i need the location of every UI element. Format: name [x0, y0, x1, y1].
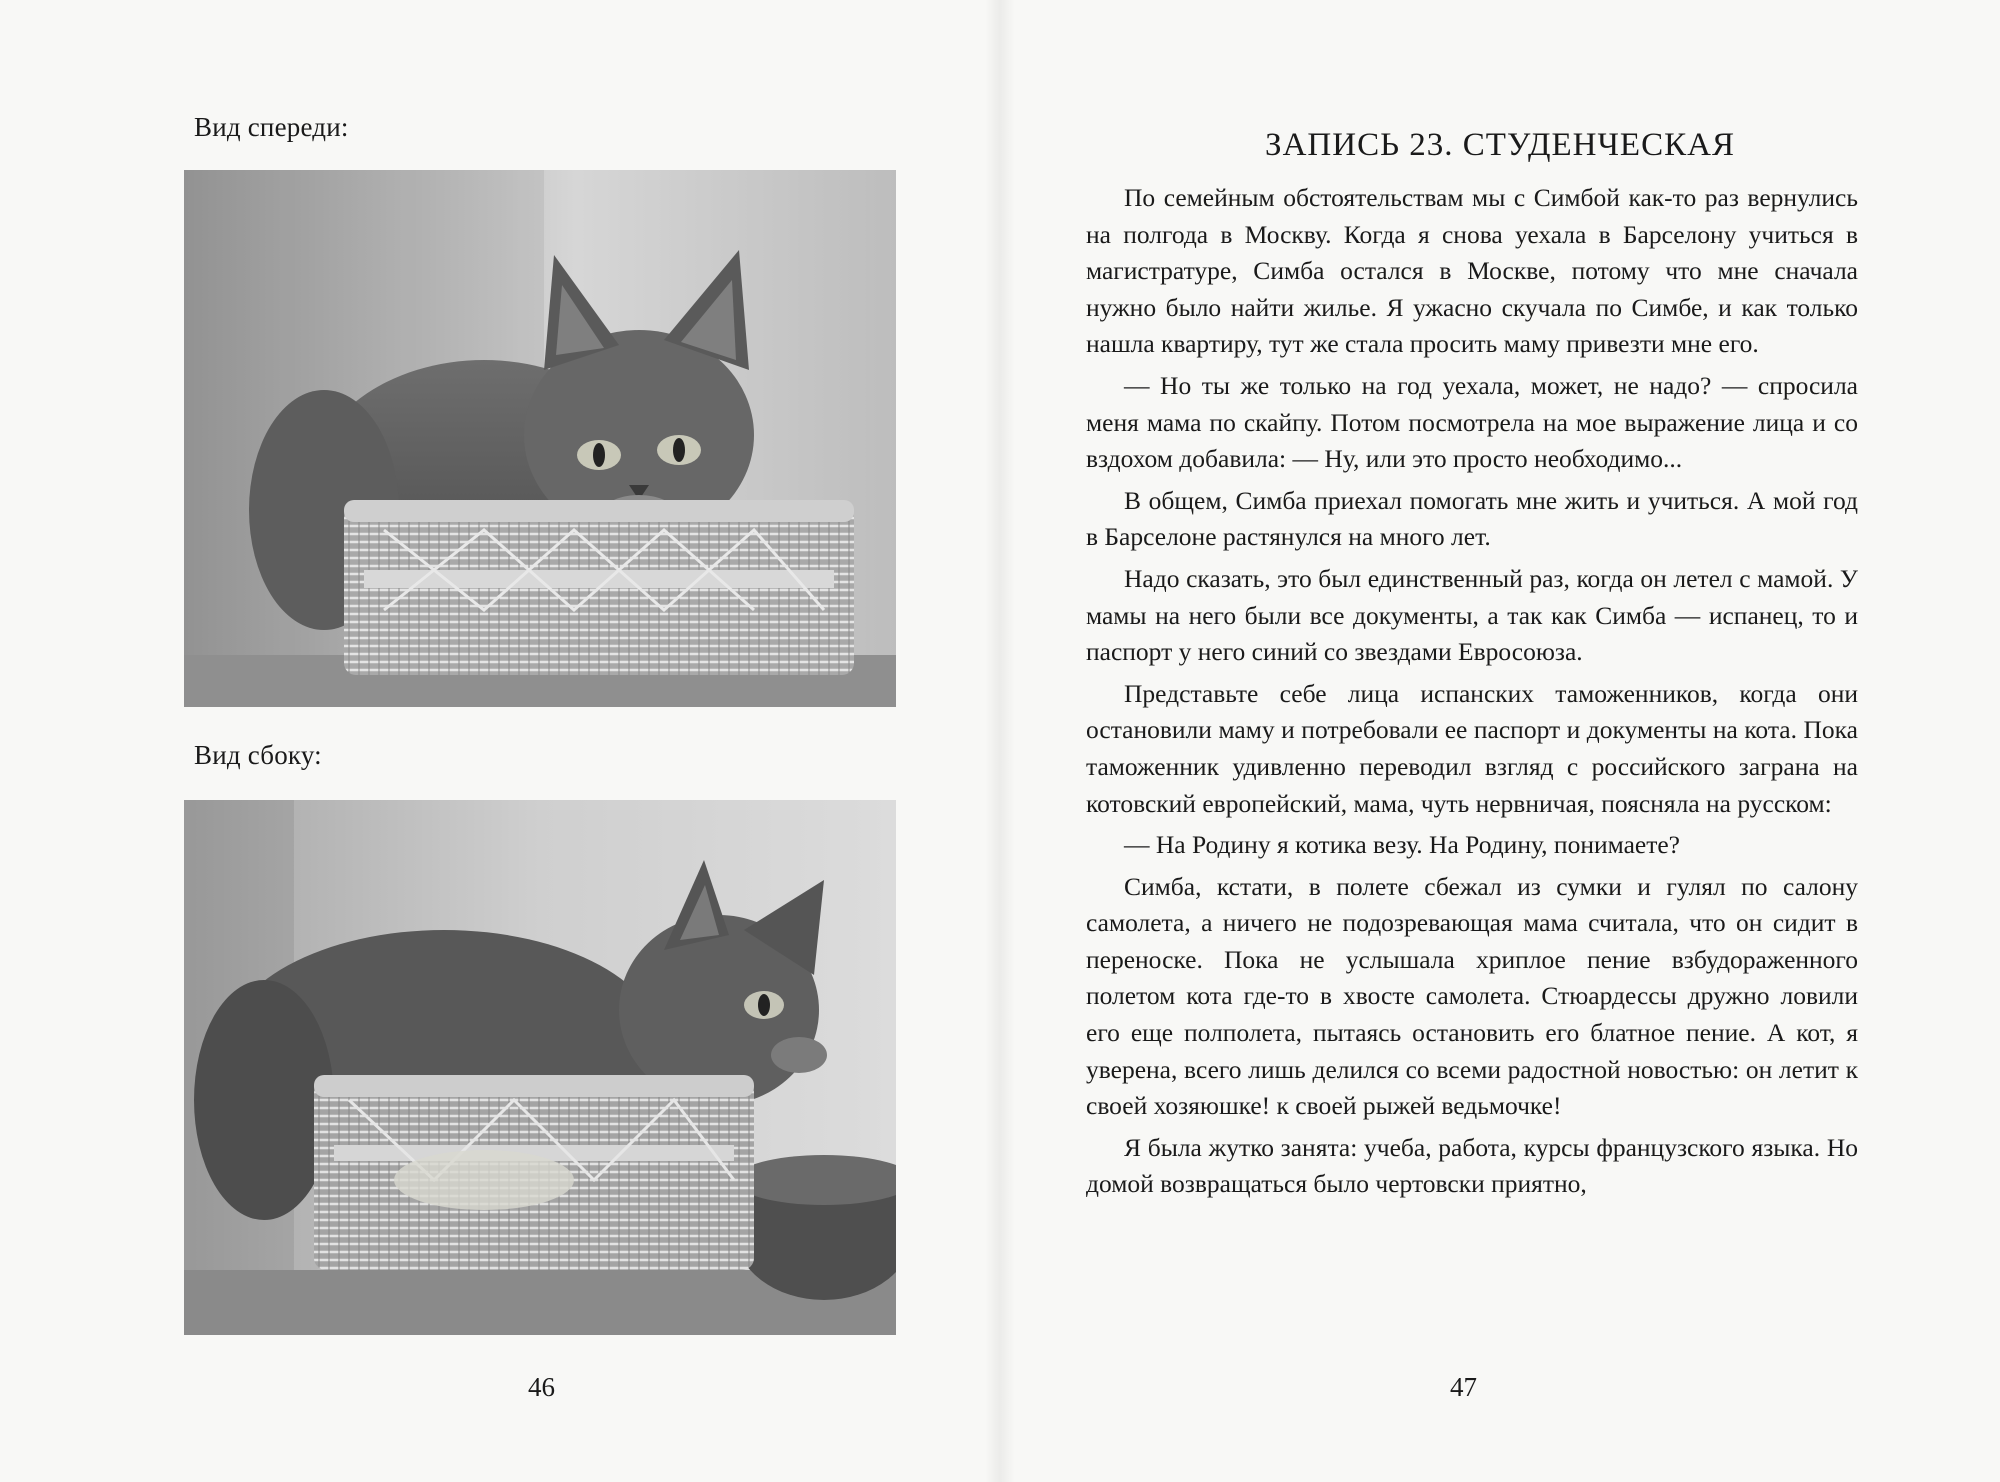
- caption-side-view: Вид сбоку:: [194, 740, 322, 770]
- paragraph: — Но ты же только на год уехала, может, не надо? — спросила меня мама по скайпу. Потом посмотрела на мое выражение лица и со вздохом добавила: — Ну, или это просто необходимо...: [1086, 370, 1858, 474]
- paragraph: Надо сказать, это был единственный раз, когда он летел с мамой. У мамы на него были все документы, а так как Симба — испанец, то и паспорт у него синий со звездами Евросоюза.: [1086, 563, 1858, 667]
- page-number-left: 46: [528, 1372, 555, 1402]
- chapter-title: ЗАПИСЬ 23. СТУДЕНЧЕСКАЯ: [1265, 127, 1735, 164]
- paragraph: По семейным обстоятельствам мы с Симбой как-то раз вернулись на полгода в Москву. Когда я снова уехала в Барселону учиться в магистратуре, Симба остался в Москве, потому что мне сначала нужно было найти жилье. Я ужасно скучала по Симбе, и как только нашла квартиру, тут же стала просить маму привезти мне его.: [1086, 183, 1858, 359]
- page-number-right: 47: [1450, 1372, 1477, 1402]
- body-text: [1086, 180, 1858, 1203]
- paragraph: Симба, кстати, в полете сбежал из сумки и гулял по салону самолета, а ничего не подозревающая мама считала, что он сидит в переноске. Пока не услышала хриплое пение взбудораженного полетом кота где-то в хвосте самолета. Стюардессы дружно ловили его еще полполета, пытаясь остановить его блатное пение. А кот, я уверена, всего лишь делился со всеми радостной новостью: он летит к своей хозяюшке! к своей рыжей ведьмочке!: [1086, 871, 1858, 1121]
- cat-front-illustration: [184, 170, 896, 707]
- paragraph: Я была жутко занята: учеба, работа, курсы французского языка. Но домой возвращаться было чертовски приятно,: [1086, 1132, 1858, 1199]
- caption-front-view: Вид спереди:: [194, 112, 349, 142]
- paragraph: — На Родину я котика везу. На Родину, понимаете?: [1124, 830, 1680, 860]
- cat-side-photo: [184, 800, 896, 1335]
- cat-side-illustration: [184, 800, 896, 1335]
- paragraph: Представьте себе лица испанских таможенников, когда они остановили маму и потребовали ее паспорт и документы на кота. Пока таможенник удивленно переводил взгляд с российского заграна на котовский европейский, мама, чуть нервничая, поясняла на русском:: [1086, 678, 1858, 818]
- paragraph: В общем, Симба приехал помогать мне жить и учиться. А мой год в Барселоне растянулся на много лет.: [1086, 485, 1858, 552]
- book-gutter: [985, 0, 1015, 1482]
- cat-front-photo: [184, 170, 896, 707]
- right-page: [1000, 0, 2000, 1482]
